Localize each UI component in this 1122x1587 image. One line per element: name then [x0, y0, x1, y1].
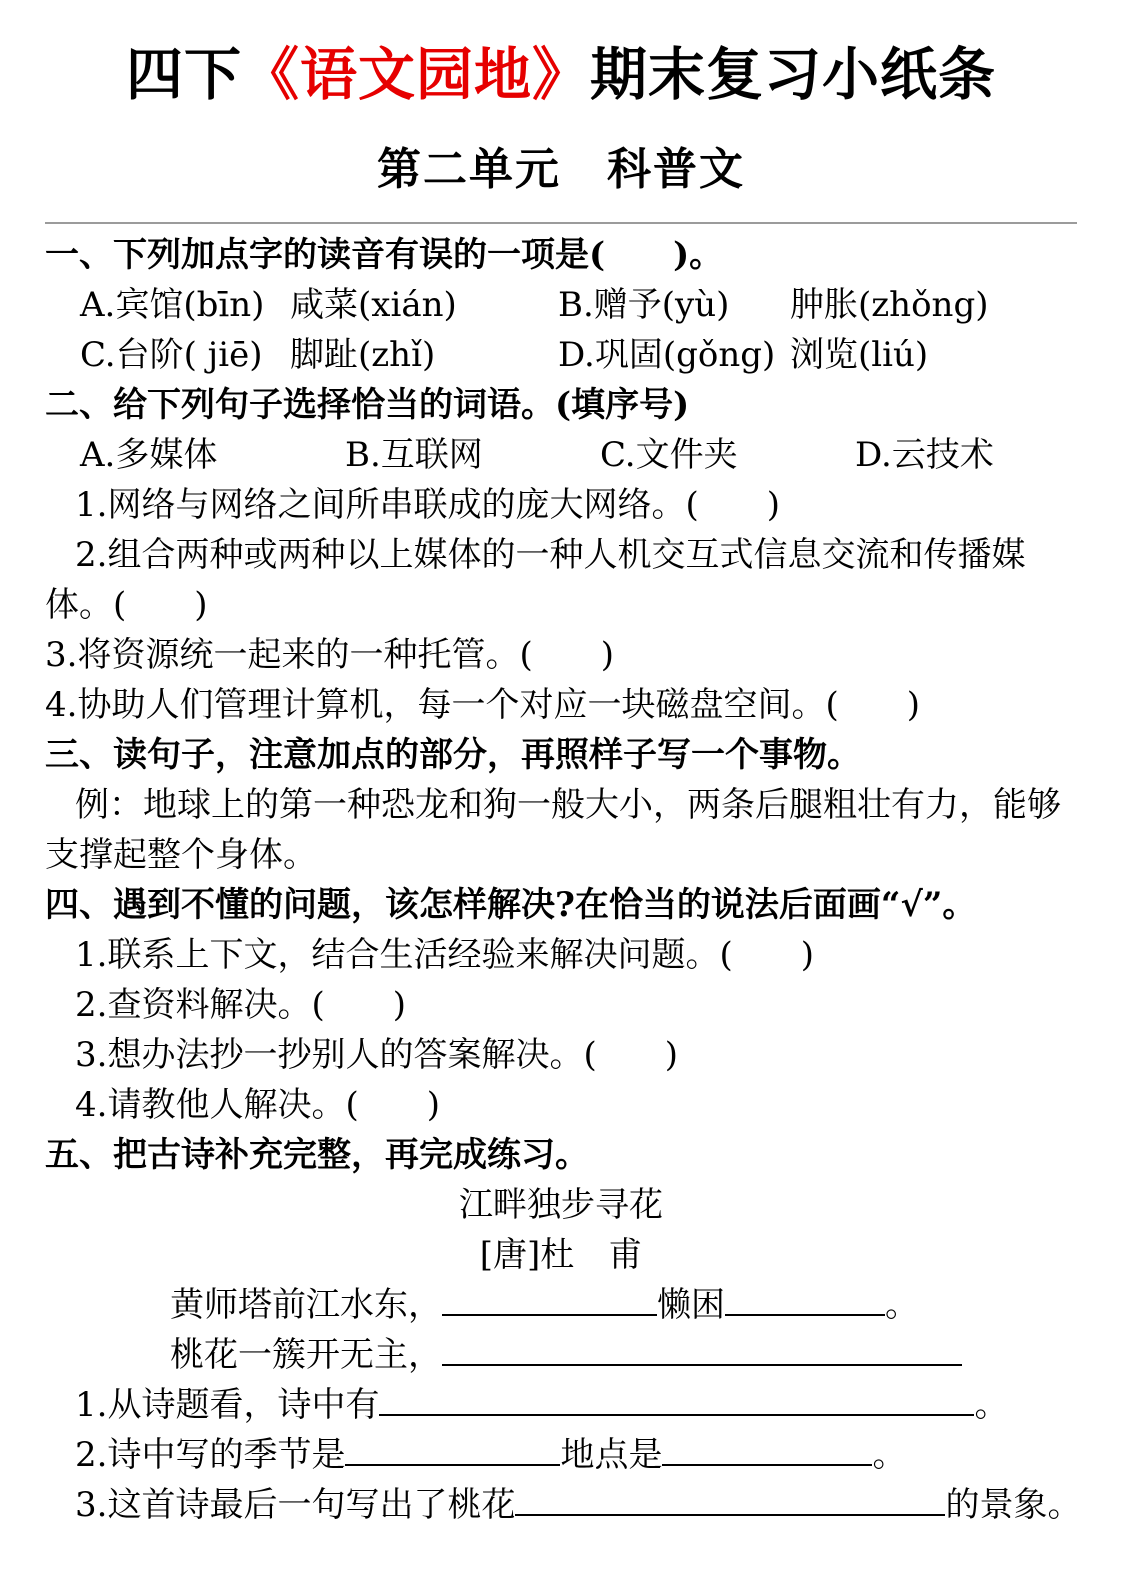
section1-row-ab: [45, 280, 1077, 330]
poem-verse-1: [45, 1280, 1077, 1330]
option-c-word2: 脚趾(zhǐ): [290, 335, 436, 375]
q1-text: 1.从诗题看，诗中有: [75, 1385, 380, 1425]
page-title: [45, 42, 1077, 108]
verse1-mid: 懒困: [657, 1285, 725, 1325]
verse1-period: 。: [885, 1285, 919, 1325]
section2-heading: 二、给下列句子选择恰当的词语。(填序号): [45, 385, 690, 425]
option-c: C.文件夹: [600, 435, 738, 475]
answer-blank: [345, 1433, 560, 1466]
title-suffix: 期末复习小纸条: [590, 41, 996, 108]
section4-item-3: 3.想办法抄一抄别人的答案解决。( ): [75, 1035, 678, 1075]
poem-verse-2: [45, 1330, 1077, 1380]
section4-item-2: 2.查资料解决。( ): [75, 985, 406, 1025]
answer-blank: [442, 1333, 962, 1366]
option-d-word2: 浏览(liú): [790, 335, 929, 375]
q3-suffix: 的景象。: [945, 1485, 1082, 1525]
section3-example-line2: 支撑起整个身体。: [45, 835, 317, 875]
answer-blank: [442, 1283, 657, 1316]
q2-mid: 地点是: [560, 1435, 663, 1475]
section5-question-2: [45, 1430, 1077, 1480]
q1-period: 。: [974, 1385, 1009, 1425]
poem-title: 江畔独步寻花: [459, 1185, 663, 1225]
title-prefix: 四下: [126, 41, 242, 108]
section5-question-1: [45, 1380, 1077, 1430]
option-a: A.宾馆(bīn): [80, 285, 265, 325]
section1-heading: 一、下列加点字的读音有误的一项是( )。: [45, 235, 724, 275]
answer-blank: [725, 1283, 885, 1316]
section4-item-4: 4.请教他人解决。( ): [75, 1085, 440, 1125]
section2-item-4: 4.协助人们管理计算机，每一个对应一块磁盘空间。( ): [45, 685, 920, 725]
q2-period: 。: [872, 1435, 907, 1475]
section2-item-1: 1.网络与网络之间所串联成的庞大网络。( ): [75, 485, 780, 525]
section4-item-1: 1.联系上下文，结合生活经验来解决问题。( ): [75, 935, 814, 975]
q3-text: 3.这首诗最后一句写出了桃花: [75, 1485, 516, 1525]
section-1: [45, 230, 1077, 380]
verse1-text: 黄师塔前江水东，: [170, 1285, 442, 1325]
section-3: [45, 730, 1077, 880]
section2-item-3: 3.将资源统一起来的一种托管。( ): [45, 635, 614, 675]
option-b: B.互联网: [345, 435, 483, 475]
option-a-word2: 咸菜(xián): [290, 285, 457, 325]
section-4: [45, 880, 1077, 1130]
section2-item-2-line2: 体。( ): [45, 585, 208, 625]
section3-heading: 三、读句子，注意加点的部分，再照样子写一个事物。: [45, 735, 861, 775]
answer-blank: [379, 1383, 974, 1416]
option-a: A.多媒体: [80, 435, 218, 475]
option-c: C.台阶( jiē): [80, 335, 263, 375]
section2-item-2-line1: 2.组合两种或两种以上媒体的一种人机交互式信息交流和传播媒: [75, 535, 1026, 575]
verse2-text: 桃花一簇开无主，: [170, 1335, 442, 1375]
section3-example-line1: 例：地球上的第一种恐龙和狗一般大小，两条后腿粗壮有力，能够: [75, 785, 1061, 825]
section2-options-row: [45, 430, 1077, 480]
poem-author: [唐]杜 甫: [479, 1235, 643, 1275]
unit-subtitle: 第二单元 科普文: [377, 144, 745, 195]
option-d: D.云技术: [855, 435, 994, 475]
q2-text: 2.诗中写的季节是: [75, 1435, 346, 1475]
section4-heading: 四、遇到不懂的问题，该怎样解决?在恰当的说法后面画“√”。: [45, 885, 977, 925]
section-5: [45, 1130, 1082, 1530]
section-2: [45, 380, 1077, 730]
title-highlight: 《语文园地》: [242, 41, 590, 108]
answer-blank: [515, 1483, 945, 1516]
answer-blank: [662, 1433, 872, 1466]
section1-row-cd: [45, 330, 1077, 380]
option-d: D.巩固(gǒng): [558, 335, 776, 375]
section5-heading: 五、把古诗补充完整，再完成练习。: [45, 1135, 589, 1175]
divider-line: [45, 222, 1077, 224]
option-b-word2: 肿胀(zhǒng): [790, 285, 989, 325]
option-b: B.赠予(yù): [558, 285, 730, 325]
section5-question-3: [45, 1480, 1082, 1530]
